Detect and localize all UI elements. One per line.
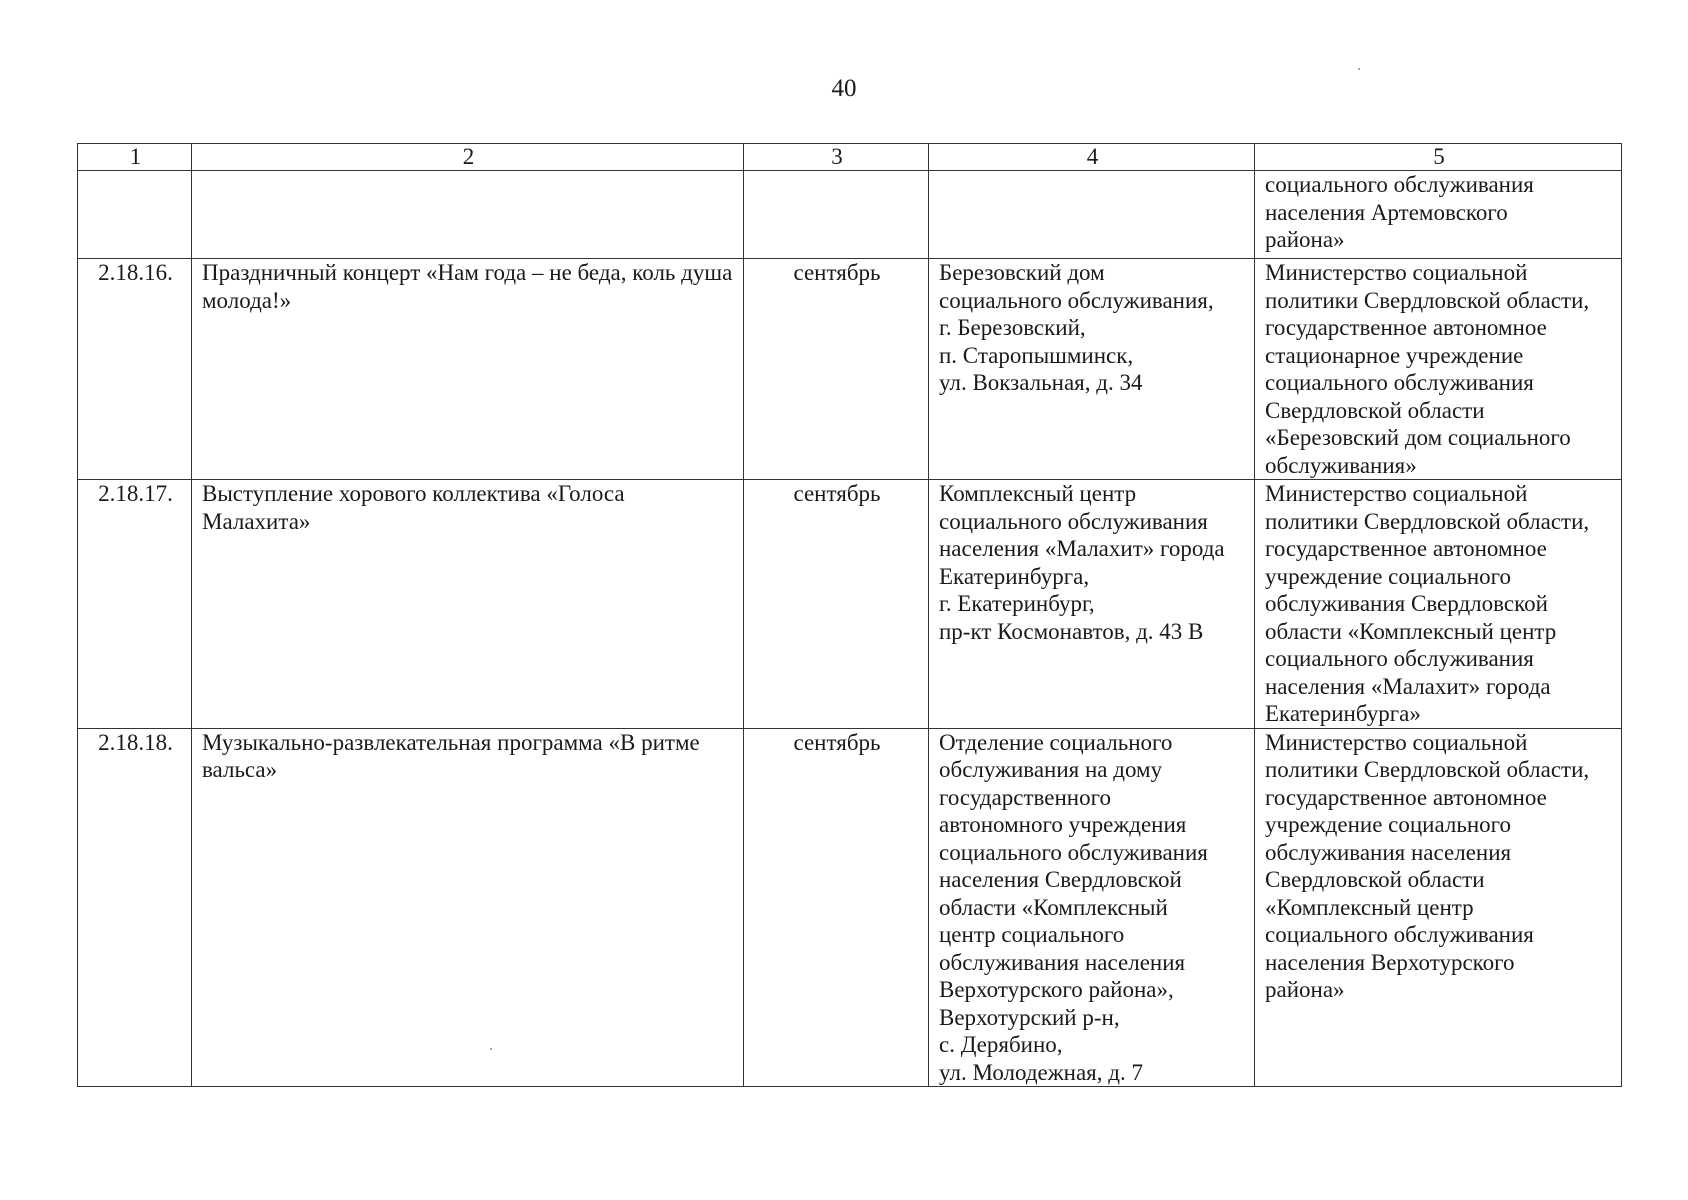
event-date: сентябрь bbox=[744, 480, 929, 729]
event-organizer: Министерство социальной политики Свердловской области, государственное автономное учреждение социального обслуживания населения Свердловской области «Комплексный центр социального обслуживания населения Верхотурского района» bbox=[1255, 728, 1622, 1087]
column-header-1: 1 bbox=[78, 144, 192, 171]
scan-speck bbox=[1358, 68, 1360, 70]
table-header-row bbox=[78, 144, 1622, 171]
event-date bbox=[744, 171, 929, 259]
event-organizer: Министерство социальной политики Свердловской области, государственное автономное учреждение социального обслуживания Свердловской области «Комплексный центр социального обслуживания населения «Малахит» города Екатеринбурга» bbox=[1255, 480, 1622, 729]
event-location: Отделение социального обслуживания на дому государственного автономного учреждения социального обслуживания населения Свердловской области «Комплексный центр социального обслуживания населения Верхотурского района», Верхотурский р-н, с. Дерябино, ул. Молодежная, д. 7 bbox=[929, 728, 1255, 1087]
column-header-2: 2 bbox=[192, 144, 744, 171]
table-row bbox=[78, 259, 1622, 480]
row-number: 2.18.17. bbox=[78, 480, 192, 729]
page-number: 40 bbox=[831, 75, 857, 102]
event-name: Праздничный концерт «Нам года – не беда, коль душа молода!» bbox=[192, 259, 744, 480]
column-header-4: 4 bbox=[929, 144, 1255, 171]
events-table bbox=[77, 143, 1622, 1087]
event-date: сентябрь bbox=[744, 728, 929, 1087]
table-row bbox=[78, 728, 1622, 1087]
table-row bbox=[78, 480, 1622, 729]
column-header-3: 3 bbox=[744, 144, 929, 171]
event-name: Музыкально-развлекательная программа «В ритме вальса» bbox=[192, 728, 744, 1087]
event-name bbox=[192, 171, 744, 259]
event-location: Березовский дом социального обслуживания, г. Березовский, п. Старопышминск, ул. Вокзальная, д. 34 bbox=[929, 259, 1255, 480]
table-row bbox=[78, 171, 1622, 259]
column-header-5: 5 bbox=[1255, 144, 1622, 171]
event-date: сентябрь bbox=[744, 259, 929, 480]
event-name: Выступление хорового коллектива «Голоса Малахита» bbox=[192, 480, 744, 729]
event-organizer: социального обслуживания населения Артемовского района» bbox=[1255, 171, 1622, 259]
scan-speck bbox=[490, 1048, 492, 1050]
row-number: 2.18.16. bbox=[78, 259, 192, 480]
event-organizer: Министерство социальной политики Свердловской области, государственное автономное стационарное учреждение социального обслуживания Свердловской области «Березовский дом социального обслуживания» bbox=[1255, 259, 1622, 480]
event-location: Комплексный центр социального обслуживания населения «Малахит» города Екатеринбурга, г. Екатеринбург, пр-кт Космонавтов, д. 43 В bbox=[929, 480, 1255, 729]
row-number bbox=[78, 171, 192, 259]
event-location bbox=[929, 171, 1255, 259]
row-number: 2.18.18. bbox=[78, 728, 192, 1087]
